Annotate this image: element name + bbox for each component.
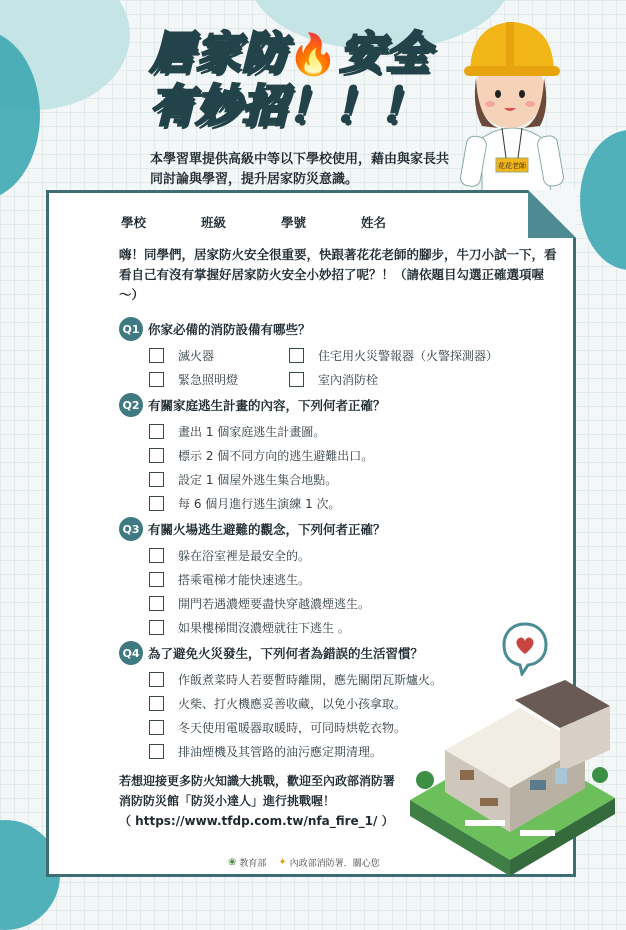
option-checkbox[interactable] (149, 572, 164, 587)
option-item (149, 543, 386, 567)
fire-icon: 🔥 (288, 32, 340, 78)
option-checkbox[interactable] (149, 372, 164, 387)
option-label: 住宅用火災警報器（火警探測器） (318, 348, 499, 363)
title-text: 安全 (339, 28, 432, 79)
option-checkbox[interactable] (149, 696, 164, 711)
option-item (149, 591, 386, 615)
teacher-badge-text: 花花老師 (498, 162, 526, 170)
option-label: 如果樓梯間沒濃煙就往下逃生 。 (178, 620, 350, 635)
footer (228, 856, 380, 869)
outro-line: 消防防災館「防災小達人」進行挑戰喔！ (119, 794, 336, 808)
option-checkbox[interactable] (149, 472, 164, 487)
option-label: 躲在浴室裡是最安全的。 (178, 548, 311, 563)
question-badge: Q4 (119, 641, 143, 665)
option-label: 冬天使用電暖器取暖時，可同時烘乾衣物。 (178, 720, 407, 735)
option-item (289, 343, 549, 367)
outro-line: 若想迎接更多防火知識大挑戰，歡迎至內政部消防署 (119, 774, 396, 788)
background-blob (580, 130, 626, 270)
option-checkbox[interactable] (149, 448, 164, 463)
option-item (149, 419, 386, 443)
option-label: 每 6 個月進行逃生演練 1 次。 (178, 496, 341, 511)
option-label: 設定 1 個屋外逃生集合地點。 (178, 472, 338, 487)
option-checkbox[interactable] (149, 348, 164, 363)
option-label: 緊急照明燈 (178, 372, 239, 387)
option-label: 開門若遇濃煙要盡快穿越濃煙逃生。 (178, 596, 371, 611)
question-text: 有關家庭逃生計畫的內容，下列何者正確？ (148, 398, 386, 413)
option-item (149, 615, 386, 639)
teacher-character-illustration (442, 8, 582, 198)
student-info-fields (121, 213, 386, 231)
option-checkbox[interactable] (149, 720, 164, 735)
option-item (149, 691, 442, 715)
question-text: 你家必備的消防設備有哪些？ (148, 322, 311, 337)
option-label: 火柴、打火機應妥善收藏，以免小孩拿取。 (178, 696, 407, 711)
heart-bubble-icon (500, 620, 550, 676)
option-item (149, 343, 289, 367)
option-checkbox[interactable] (149, 496, 164, 511)
footer-org: 內政部消防署．關心您 (289, 859, 380, 869)
question-badge: Q2 (119, 393, 143, 417)
option-label: 排油煙機及其管路的油污應定期清理。 (178, 744, 383, 759)
field-class: 班級 (201, 215, 227, 230)
option-label: 室內消防栓 (318, 372, 379, 387)
option-item (289, 367, 549, 391)
paper-fold-corner (528, 190, 576, 238)
field-school: 學校 (121, 215, 147, 230)
option-item (149, 467, 386, 491)
intro-text: 嗨！同學們，居家防火安全很重要，快跟著花花老師的腳步，牛刀小試一下，看看自己有沒有掌握好居家防火安全小妙招了呢？！（請依題目勾選正確選項喔～） (119, 247, 557, 302)
fire-agency-logo-icon: ✦ (278, 857, 287, 868)
option-checkbox[interactable] (149, 548, 164, 563)
option-item (149, 715, 442, 739)
question-badge: Q3 (119, 517, 143, 541)
page-title (150, 28, 450, 133)
question-text: 為了避免火災發生，下列何者為錯誤的生活習慣？ (148, 646, 424, 661)
question-block (119, 517, 386, 639)
option-item (149, 367, 289, 391)
title-text: 有妙招！！！ (150, 81, 426, 132)
option-item (149, 567, 386, 591)
option-label: 搭乘電梯才能快速逃生。 (178, 572, 311, 587)
option-checkbox[interactable] (289, 372, 304, 387)
subtitle: 本學習單提供高級中等以下學校使用，藉由與家長共同討論與學習，提升居家防災意識。 (150, 152, 450, 187)
field-seat-number: 學號 (281, 215, 307, 230)
question-badge: Q1 (119, 317, 143, 341)
option-label: 畫出 1 個家庭逃生計畫圖。 (178, 424, 326, 439)
outro-link[interactable]: （ https://www.tfdp.com.tw/nfa_fire_1/ ） (119, 814, 394, 828)
option-label: 滅火器 (178, 348, 215, 363)
question-block (119, 393, 386, 515)
question-block (119, 317, 549, 391)
outro-text (119, 771, 449, 831)
option-item (149, 443, 386, 467)
footer-org: 教育部 (239, 859, 267, 869)
option-checkbox[interactable] (149, 596, 164, 611)
option-item (149, 667, 442, 691)
option-item (149, 491, 386, 515)
house-illustration (405, 680, 620, 880)
option-checkbox[interactable] (289, 348, 304, 363)
title-text: 居家防 (150, 28, 288, 79)
question-text: 有關火場逃生避難的觀念，下列何者正確？ (148, 522, 386, 537)
option-label: 作飯煮菜時人若要暫時離開，應先關閉瓦斯爐火。 (178, 672, 443, 687)
option-label: 標示 2 個不同方向的逃生避難出口。 (178, 448, 374, 463)
question-block (119, 641, 442, 763)
option-checkbox[interactable] (149, 672, 164, 687)
option-checkbox[interactable] (149, 744, 164, 759)
option-item (149, 739, 442, 763)
field-name: 姓名 (361, 215, 387, 230)
option-checkbox[interactable] (149, 620, 164, 635)
option-checkbox[interactable] (149, 424, 164, 439)
ministry-of-education-logo-icon: ❀ (228, 857, 237, 868)
